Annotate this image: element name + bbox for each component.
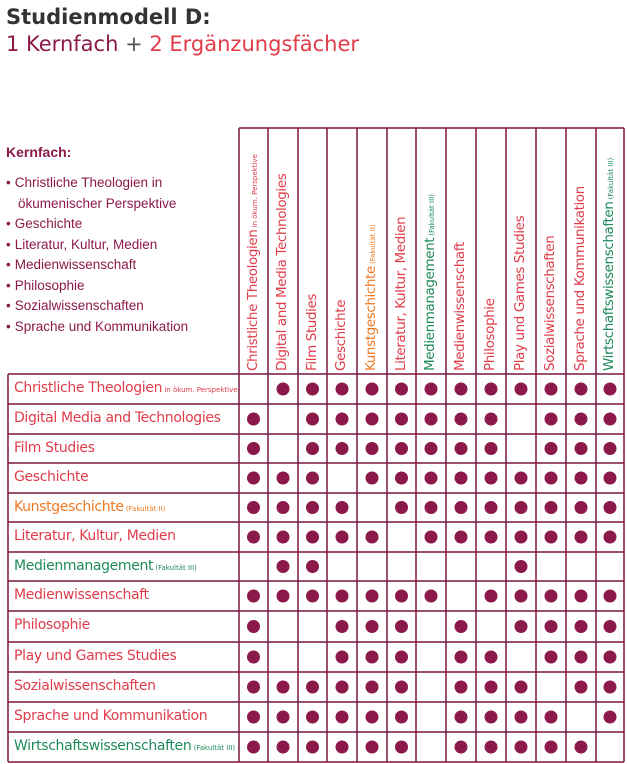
combination-dot [545, 620, 558, 633]
column-header-label: Film Studies [303, 293, 320, 371]
combination-dot [485, 681, 498, 694]
combination-dot [306, 531, 319, 544]
combination-dot [515, 711, 528, 724]
combination-dot [425, 531, 438, 544]
combination-dot [277, 741, 290, 754]
combination-dot [545, 531, 558, 544]
combination-dot [604, 413, 617, 426]
kernfach-item: • Medienwissenschaft [6, 255, 188, 276]
combination-dot [277, 383, 290, 396]
combination-dot [604, 442, 617, 455]
combination-dot [575, 651, 588, 664]
combination-dot [395, 413, 408, 426]
combination-dot [336, 681, 349, 694]
combination-dot [366, 413, 379, 426]
combination-dot [455, 442, 468, 455]
column-header-label: Sozialwissenschaften [542, 235, 558, 371]
combination-dot [306, 472, 319, 485]
combination-dot [485, 413, 498, 426]
combination-dot [455, 651, 468, 664]
combination-dot [366, 442, 379, 455]
combination-dot [545, 383, 558, 396]
row-header [14, 587, 149, 603]
combination-dot [545, 442, 558, 455]
combination-dot [247, 651, 260, 664]
combination-dot [425, 383, 438, 396]
combination-dot [247, 413, 260, 426]
combination-dot [247, 472, 260, 485]
row-header-label: Medienmanagement [14, 558, 154, 574]
combination-dot [545, 651, 558, 664]
combination-dot [247, 501, 260, 514]
kernfach-item: • Christliche Theologien in [6, 173, 188, 194]
column-header [452, 131, 470, 371]
row-header-suffix: in ökum. Perspektive [162, 386, 238, 394]
column-header-label: Literatur, Kultur, Medien [392, 216, 409, 371]
combination-dot [366, 681, 379, 694]
combination-dot [277, 590, 290, 603]
combination-dot [455, 501, 468, 514]
combination-dot [485, 472, 498, 485]
combination-dot [604, 711, 617, 724]
row-header [14, 648, 176, 664]
combination-dot [545, 741, 558, 754]
column-header-label: Digital and Media Technologies [274, 173, 290, 371]
combination-dot [366, 531, 379, 544]
combination-dot [455, 531, 468, 544]
combination-dot [306, 681, 319, 694]
kernfach-heading: Kernfach: [6, 144, 72, 160]
row-header [14, 499, 165, 515]
combination-dot [575, 472, 588, 485]
row-header [14, 708, 207, 724]
combination-dot [575, 501, 588, 514]
combination-dot [395, 651, 408, 664]
row-header [14, 380, 238, 396]
column-header [363, 131, 381, 371]
combination-dot [366, 620, 379, 633]
combination-dot [425, 501, 438, 514]
combination-dot [306, 501, 319, 514]
combination-dot [247, 620, 260, 633]
row-header [14, 617, 90, 633]
row-header-label: Wirtschaftswissenschaften [14, 738, 192, 754]
row-header-label: Christliche Theologien [14, 380, 163, 396]
combination-dot [515, 681, 528, 694]
subtitle-kernfach: 1 Kernfach [6, 32, 119, 56]
combination-dot [604, 501, 617, 514]
combination-dot [366, 472, 379, 485]
combination-dot [336, 531, 349, 544]
column-header [245, 131, 263, 371]
column-header-suffix: (Fakultät III) [607, 157, 615, 202]
column-header [333, 131, 351, 371]
subtitle-plus: + [125, 32, 143, 56]
combination-dot [485, 651, 498, 664]
combination-dot [277, 560, 290, 573]
column-header-suffix: (Fakultät III) [428, 194, 436, 238]
column-header [572, 131, 590, 371]
combination-dot [545, 501, 558, 514]
combination-dot [395, 383, 408, 396]
combination-dot [485, 711, 498, 724]
combination-dot [366, 741, 379, 754]
row-header [14, 469, 88, 485]
row-header-label: Geschichte [14, 469, 89, 485]
combination-dot [455, 383, 468, 396]
row-header-label: Medienwissenschaft [14, 587, 149, 603]
combination-dot [604, 590, 617, 603]
row-header-label: Kunstgeschichte [14, 499, 124, 515]
combination-dot [277, 472, 290, 485]
combination-dot [277, 711, 290, 724]
combination-dot [395, 472, 408, 485]
combination-dot [604, 651, 617, 664]
column-header-label: Geschichte [333, 299, 349, 371]
column-header-label: Medienmanagement [422, 237, 438, 371]
combination-dot [515, 590, 528, 603]
page-title: Studienmodell D: [6, 5, 211, 29]
combination-dot [604, 681, 617, 694]
combination-dot [425, 590, 438, 603]
combination-dot [485, 442, 498, 455]
combination-dot [455, 620, 468, 633]
combination-dot [336, 590, 349, 603]
combination-dot [277, 531, 290, 544]
column-header-label: Wirtschaftswissenschaften [601, 201, 617, 371]
combination-dot [604, 531, 617, 544]
combination-dot [515, 531, 528, 544]
column-header [601, 131, 619, 371]
combination-dot [395, 501, 408, 514]
combination-dot [395, 590, 408, 603]
combination-dot [485, 383, 498, 396]
column-header [393, 131, 411, 371]
row-header [14, 528, 176, 544]
combination-dot [306, 383, 319, 396]
row-header-label: Sprache und Kommunikation [14, 708, 208, 724]
combination-dot [575, 620, 588, 633]
combination-dot [277, 681, 290, 694]
combination-dot [336, 711, 349, 724]
combination-dot [545, 711, 558, 724]
combination-dot [575, 531, 588, 544]
combination-dot [395, 711, 408, 724]
column-header-label: Sprache und Kommunikation [572, 186, 588, 371]
combination-dot [425, 472, 438, 485]
combination-dot [425, 413, 438, 426]
combination-dot [575, 741, 588, 754]
kernfach-item: • Sprache und Kommunikation [6, 317, 188, 338]
column-header [542, 131, 560, 371]
combination-dot [247, 741, 260, 754]
combination-dot [515, 741, 528, 754]
combination-dot [306, 590, 319, 603]
combination-dot [247, 711, 260, 724]
row-header [14, 558, 197, 574]
column-header-suffix: in ökum. Perspektive [250, 154, 259, 230]
combination-dot [247, 531, 260, 544]
row-header-label: Sozialwissenschaften [14, 678, 156, 694]
combination-dot [336, 501, 349, 514]
combination-dot [575, 413, 588, 426]
combination-dot [395, 741, 408, 754]
combination-dot [604, 620, 617, 633]
combination-dot [515, 472, 528, 485]
combination-dot [336, 413, 349, 426]
kernfach-item: ökumenischer Perspektive [18, 195, 177, 211]
column-header-label: Medienwissenschaft [452, 242, 468, 371]
combination-dot [455, 681, 468, 694]
row-header-label: Digital Media and Technologies [14, 410, 221, 426]
combination-dot [395, 620, 408, 633]
combination-dot [306, 560, 319, 573]
row-header [14, 678, 156, 694]
combination-dot [575, 383, 588, 396]
combination-dot [485, 531, 498, 544]
combination-dot [306, 711, 319, 724]
combination-dot [575, 590, 588, 603]
combination-dot [485, 741, 498, 754]
row-header [14, 410, 221, 426]
row-header [14, 738, 235, 754]
column-header-label: Christliche Theologien [244, 229, 261, 371]
combination-dot [455, 472, 468, 485]
combination-dot [395, 442, 408, 455]
combination-dot [515, 560, 528, 573]
row-header-label: Literatur, Kultur, Medien [14, 528, 176, 544]
kernfach-item: • Geschichte [6, 214, 188, 235]
combination-dot [545, 590, 558, 603]
column-header [274, 131, 292, 371]
column-header-label: Kunstgeschichte [363, 266, 379, 371]
kernfach-item: • Philosophie [6, 276, 188, 297]
combination-dot [336, 383, 349, 396]
combination-dot [425, 442, 438, 455]
combination-dot [366, 383, 379, 396]
row-header-label: Film Studies [14, 440, 95, 456]
combination-dot [455, 413, 468, 426]
subtitle-ergaenzung: 2 Ergänzungsfächer [149, 32, 360, 56]
combination-dot [247, 590, 260, 603]
combination-dot [366, 590, 379, 603]
row-header-suffix: (Fakultät III) [153, 564, 197, 572]
column-header [482, 131, 500, 371]
combination-dot [277, 501, 290, 514]
combination-dot [336, 620, 349, 633]
row-header-suffix: (Fakultät III) [191, 744, 236, 752]
combination-dot [247, 681, 260, 694]
combination-dot [395, 681, 408, 694]
combination-dot [366, 651, 379, 664]
combination-dot [545, 472, 558, 485]
combination-dot [485, 501, 498, 514]
combination-dot [575, 681, 588, 694]
combination-dot [336, 651, 349, 664]
combination-dot [455, 741, 468, 754]
column-header-label: Philosophie [482, 298, 498, 371]
combination-dot [455, 711, 468, 724]
combination-dot [306, 442, 319, 455]
combination-dot [575, 442, 588, 455]
row-header [14, 440, 95, 456]
column-header [512, 131, 530, 371]
combination-dot [485, 590, 498, 603]
column-header [304, 131, 322, 371]
column-header-label: Play und Games Studies [512, 215, 528, 371]
row-header-suffix: (Fakultät II) [123, 505, 166, 513]
kernfach-item: • Literatur, Kultur, Medien [6, 235, 188, 256]
combination-dot [604, 472, 617, 485]
kernfach-item: • Sozialwissenschaften [6, 296, 188, 317]
column-header-suffix: (Fakultät II) [369, 224, 377, 267]
combination-dot [247, 442, 260, 455]
combination-dot [306, 413, 319, 426]
row-header-label: Play und Games Studies [14, 648, 177, 664]
combination-dot [515, 383, 528, 396]
combination-dot [545, 413, 558, 426]
combination-dot [515, 501, 528, 514]
row-header-label: Philosophie [14, 617, 90, 633]
combination-dot [306, 741, 319, 754]
column-header [422, 131, 440, 371]
combination-dot [604, 383, 617, 396]
combination-dot [336, 741, 349, 754]
combination-dot [515, 620, 528, 633]
combination-dot [366, 711, 379, 724]
combination-dot [336, 442, 349, 455]
